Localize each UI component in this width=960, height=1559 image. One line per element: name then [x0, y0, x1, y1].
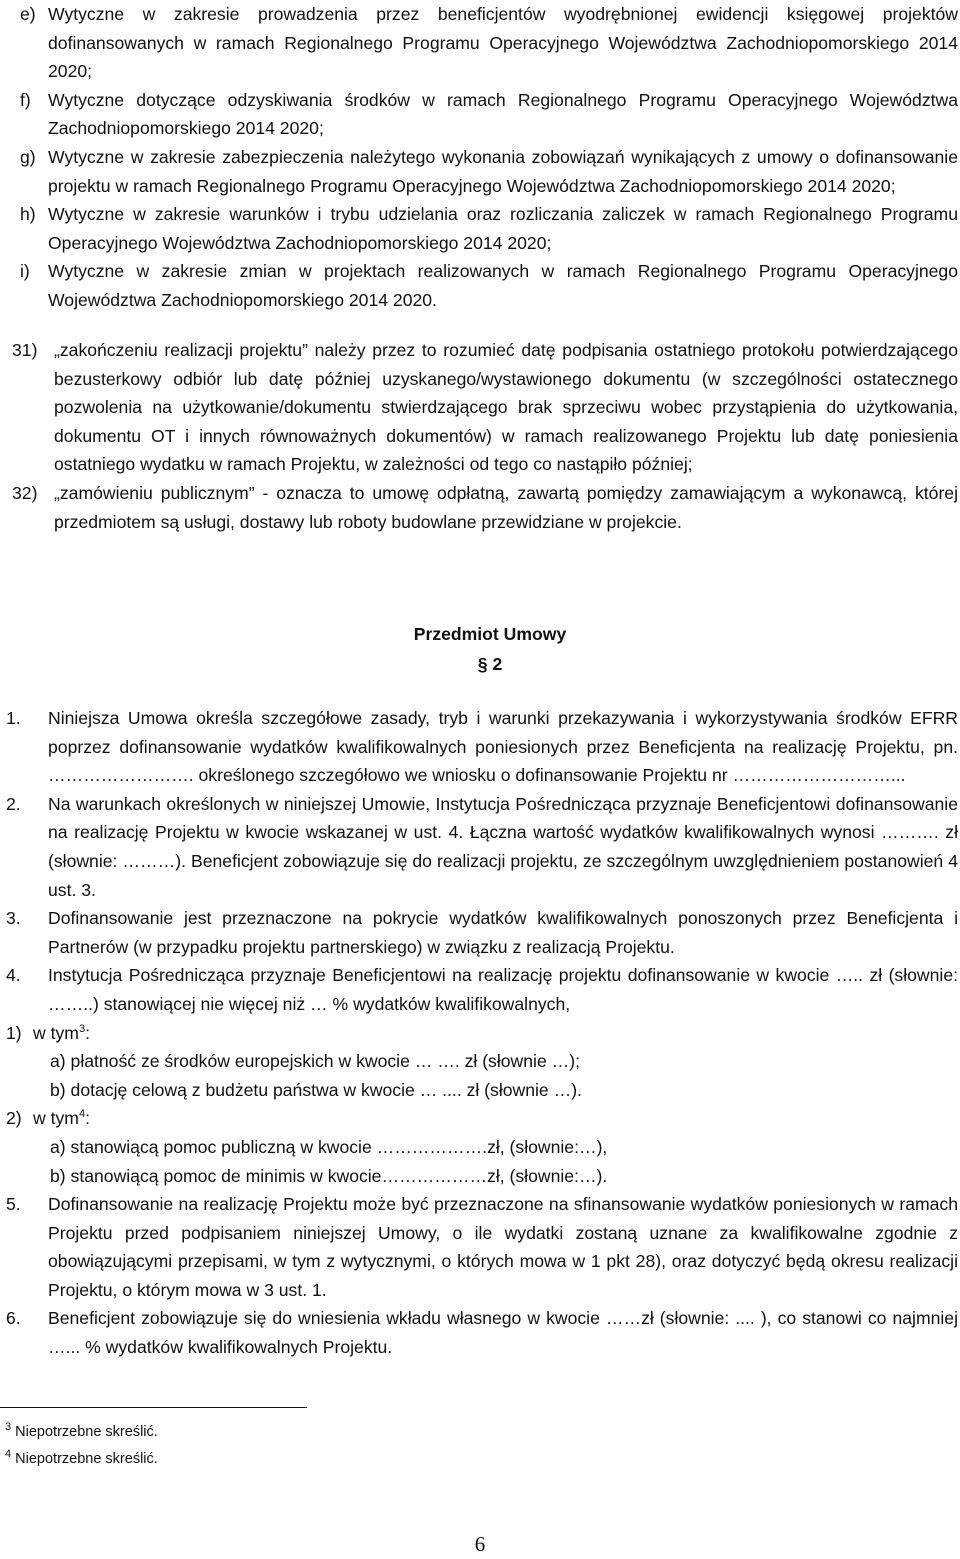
breakdown-intro: w tym — [33, 1022, 79, 1043]
list-item-text: Wytyczne w zakresie zmian w projektach realizowanych w ramach Regionalnego Programu Operacyjnego Województwa Zachodniopomorskiego 2014 2020. — [48, 261, 958, 310]
list-item-label: f) — [20, 89, 31, 110]
footnote-number: 3 — [5, 1421, 12, 1434]
breakdown-item — [0, 1019, 960, 1048]
list-item-text: Wytyczne w zakresie prowadzenia przez beneficjentów wyodrębnionej ewidencji księgowej projektów dofinansowanych w ramach Regionalnego Programu Operacyjnego Województwa Zachodniopomorskiego 2014 2020; — [48, 4, 958, 82]
section-sign: § — [477, 654, 493, 674]
page-number: 6 — [474, 1532, 486, 1556]
list-item-text: Wytyczne w zakresie zabezpieczenia należytego wykonania zobowiązań wynikających z umowy o dofinansowanie projektu w ramach Regionalnego Programu Operacyjnego Województwa Zachodniopomorskiego 2014 2020; — [48, 146, 958, 196]
definition-label: 32) — [12, 482, 38, 503]
footnote-ref: 3 — [78, 1022, 86, 1035]
clause-label: 3. — [6, 908, 21, 929]
breakdown-item — [0, 1104, 960, 1133]
definition-item — [0, 336, 958, 479]
breakdown-subitem: a) stanowiącą pomoc publiczną w kwocie ……………….zł, (słownie:…), — [50, 1136, 608, 1157]
breakdown-label: 2) — [6, 1108, 22, 1129]
breakdown-text — [33, 1104, 960, 1133]
definition-label: 31) — [12, 340, 38, 360]
clause-item — [0, 790, 958, 904]
list-item — [0, 257, 958, 314]
clause-text: Beneficjent zobowiązuje się do wniesienia wkładu własnego w kwocie ……zł (słownie: .... ), co stanowi co najmniej …... % wydatków kwalifikowalnych Projektu. — [48, 1308, 958, 1358]
clauses-list — [0, 704, 960, 1362]
footnote — [5, 1422, 158, 1442]
breakdown-subitem: b) dotację celową z budżetu państwa w kwocie … .... zł (słownie …). — [50, 1079, 582, 1100]
breakdown-suffix: : — [85, 1108, 90, 1129]
breakdown-text — [33, 1019, 960, 1048]
list-item — [0, 86, 958, 143]
clause-label: 2. — [6, 793, 21, 814]
list-item-text: Wytyczne dotyczące odzyskiwania środków w ramach Regionalnego Programu Operacyjnego Województwa Zachodniopomorskiego 2014 2020; — [48, 89, 958, 139]
clause-item — [0, 704, 958, 790]
definition-text: „zakończeniu realizacji projektu” należy przez to rozumieć datę podpisania ostatniego protokołu potwierdzającego bezusterkowy odbiór lub datę później uzyskanego/wystawionego dokumentu (w szczególności ostatecznego pozwolenia na użytkowanie/dokumentu stwierdzającego brak sprzeciwu wobec przystąpienia do użytkowania, dokumentu OT i innych równoważnych dokumentów) w ramach realizowanego Projektu lub datę poniesienia ostatniego wydatku w ramach Projektu, w zależności od tego co nastąpiło później; — [54, 340, 958, 475]
section-title: Przedmiot Umowy — [413, 624, 567, 644]
footnote-ref: 4 — [78, 1108, 86, 1121]
list-item-label: g) — [20, 146, 36, 167]
clause-text: Dofinansowanie na realizację Projektu może być przeznaczone na sfinansowanie wydatków poniesionych w ramach Projektu przed podpisaniem niniejszej Umowy, o ile wydatki zostaną uznane za kwalifikowalne zgodnie z obowiązującymi przepisami, w tym z wytycznymi, o których mowa w 1 pkt 28), oraz dotyczyć będą okresu realizacji Projektu, o którym mowa w 3 ust. 1. — [48, 1194, 958, 1300]
clause-label: 1. — [6, 708, 21, 728]
clause-text: Instytucja Pośrednicząca przyznaje Beneficjentowi na realizację projektu dofinansowanie w kwocie ….. zł (słownie: ……..) stanowiącej nie więcej niż … % wydatków kwalifikowalnych, — [48, 965, 958, 1014]
guidelines-list — [0, 0, 960, 315]
footnote-text: Niepotrzebne skreślić. — [15, 1424, 158, 1440]
definition-item — [0, 479, 958, 536]
clause-label: 4. — [6, 965, 21, 986]
breakdown-subitem: a) płatność ze środków europejskich w kwocie … …. zł (słownie …); — [50, 1051, 580, 1072]
definitions-list — [0, 336, 960, 536]
section-number-value: 2 — [492, 654, 503, 674]
footnote-number: 4 — [5, 1448, 12, 1461]
list-item — [0, 0, 958, 86]
breakdown-subitem: b) stanowiącą pomoc de minimis w kwocie………………zł, (słownie:…). — [50, 1165, 608, 1186]
clause-item — [0, 904, 958, 961]
section-number — [10, 650, 960, 679]
breakdown-label: 1) — [6, 1022, 22, 1043]
clause-text: Niniejsza Umowa określa szczegółowe zasady, tryb i warunki przekazywania i wykorzystywania środków EFRR poprzez dofinansowanie wydatków kwalifikowalnych poniesionych przez Beneficjenta na realizację Projektu, pn. ……………………. określonego szczegółowo we wniosku o dofinansowanie Projektu nr ………………………... — [48, 708, 958, 786]
footnote-separator — [0, 1407, 307, 1408]
breakdown-intro: w tym — [33, 1108, 79, 1129]
list-item — [0, 143, 958, 200]
list-item — [0, 200, 958, 257]
footnote — [5, 1449, 158, 1469]
list-item-label: i) — [20, 261, 30, 282]
clause-item — [0, 1190, 958, 1304]
footnote-text: Niepotrzebne skreślić. — [15, 1451, 158, 1467]
list-item-label: e) — [20, 4, 36, 24]
clause-label: 6. — [6, 1308, 21, 1329]
clause-item — [0, 1304, 958, 1361]
clause-label: 5. — [6, 1194, 21, 1215]
clause-item — [0, 961, 958, 1018]
list-item-text: Wytyczne w zakresie warunków i trybu udzielania oraz rozliczania zaliczek w ramach Regionalnego Programu Operacyjnego Województwa Zachodniopomorskiego 2014 2020; — [48, 204, 958, 253]
list-item-label: h) — [20, 204, 36, 225]
definition-text: „zamówieniu publicznym” - oznacza to umowę odpłatną, zawartą pomiędzy zamawiającym a wykonawcą, której przedmiotem są usługi, dostawy lub roboty budowlane przewidziane w projekcie. — [54, 482, 958, 532]
clause-text: Na warunkach określonych w niniejszej Umowie, Instytucja Pośrednicząca przyznaje Beneficjentowi dofinansowanie na realizację Projektu w kwocie wskazanej w ust. 4. Łączna wartość wydatków kwalifikowalnych wynosi ………. zł (słownie: ………). Beneficjent zobowiązuje się do realizacji projektu, ze szczególnym uwzględnieniem postanowień 4 ust. 3. — [48, 793, 958, 900]
breakdown-suffix: : — [85, 1022, 90, 1043]
clause-text: Dofinansowanie jest przeznaczone na pokrycie wydatków kwalifikowalnych ponoszonych przez Beneficjenta i Partnerów (w przypadku projektu partnerskiego) w związku z realizacją Projektu. — [48, 908, 958, 957]
